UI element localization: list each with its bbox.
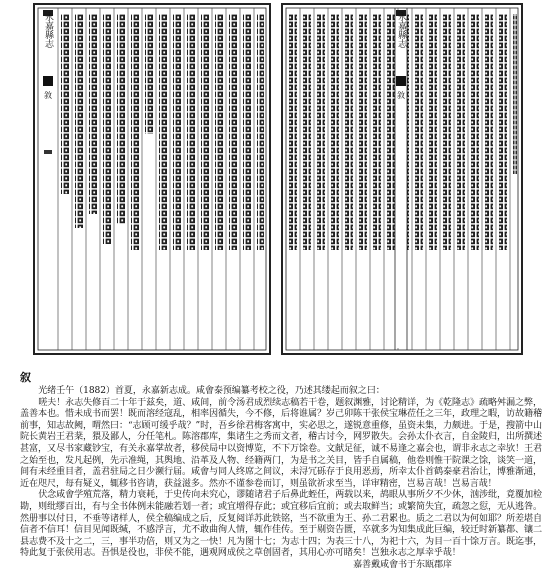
translation-paragraph: 嗟夫！永志失修百二十年于兹矣，道、咸间，前令汤君成烈续志稿若干卷，题叙渊雅，讨论精详，为《乾隆志》疏略舛漏之弊，盖善本也。惜未成书而罢！既而溶经寇乱，相率因循失，今不修，后将谁属？岁己卯陈干张侯宝琳莅任之三年，政理之暇，访故籍稽前事，知志故阙，喟然曰：“志顾可缓乎哉？”时，吾乡徐君梅客寓中，实必思之，遂锐意重修，虽资未集，力颇进。于是，搜箭中山院长黄岩王君棻，猥及鄙人，分任笔札。陈溶郡库，集诸生之秀而文者，稽古讨今，网罗散失。会孙太仆衣言，自金陵归，出所撰述甚富，又尽书家藏钞宝，有关永嘉掌故者，移侯局中以资博览，不下万馀卷。文献足征，诚不易逢之嘉会也，谓非永志之幸欤！王君之始至也，发凡起例，先示准绳，其舆地、沿革及人物、经籍两门，为是书之关目，皆手自属稿，他卷则惟干院课之馀，谈笑一道，间有未经重目者，盖君驻局之日少濒行届。咸㑹与同人终席之间议，未浔冗砾存于良用恶焉，所幸太仆首鹤泰豪君治让，博雅渐通，近在咫尺，每有疑义，辄移书咨请，获益滋多。然亦不谨参卷而订，则虽欲祈求至当，详审精密，岂易言哉！岂易言哉！ xyxy=(20,397,542,489)
scan-left-running-head: 永嘉縣志 xyxy=(43,12,53,48)
translation-heading: 叙 xyxy=(20,371,31,384)
scan-left-page xyxy=(34,4,270,354)
translation-paragraph: 光绪壬午（1882）首夏，永嘉新志成。咸㑹泰预编纂考校之役，乃述其缕起而叙之曰： xyxy=(38,386,385,396)
scan-right-running-head: 永嘉縣志 xyxy=(396,12,406,48)
scan-left-folio: 敘 xyxy=(44,91,52,100)
translation-paragraph: 伏念咸㑹学殖荒落，精力衰耗，于史传向未究心，谬随诸君子后鼻此蛭任，两载以来，鸪眼从事所夕不少休，汹涉纰，竟覆加检勘，则纰缪百出，有与全书体例未能融若划一者；或宜增得存此；或宜移后宜前；或去取鲜当；或繁简失宜，疏忽之愆，无从逃咎。然册事以付日，不垂等诸样人，侯全稿编成之后，反复阅详苏此铁铭，当不欲重为王、孙二君累也。质之二君以为何如耶？所差堪自信者不信耳！信目见闻既缄，不感浮言，尤不敢曲徇人情，辄作佳传。至于剔资告匮，卒就多为知集成此巨编，较迁时新纂都、镶二县志费不及十之二，三，事半功倍，则又为之一快！凡为图十七；为志十四；为表三十八，为祀十六，为目一百十馀万言。既迄事，特此复于张侯用志。吾惧是役也，非侯不能，遇观网成侯之草创固者，其用心亦可睹矣！岂独永志之厚幸乎哉！ xyxy=(20,490,542,559)
translation-signature: 嘉善戴咸㑹书于东瓯郡庠 xyxy=(353,559,452,570)
scan-right-page xyxy=(282,4,522,354)
scan-right-folio: 敘 xyxy=(397,91,405,100)
translation-body xyxy=(20,386,542,572)
